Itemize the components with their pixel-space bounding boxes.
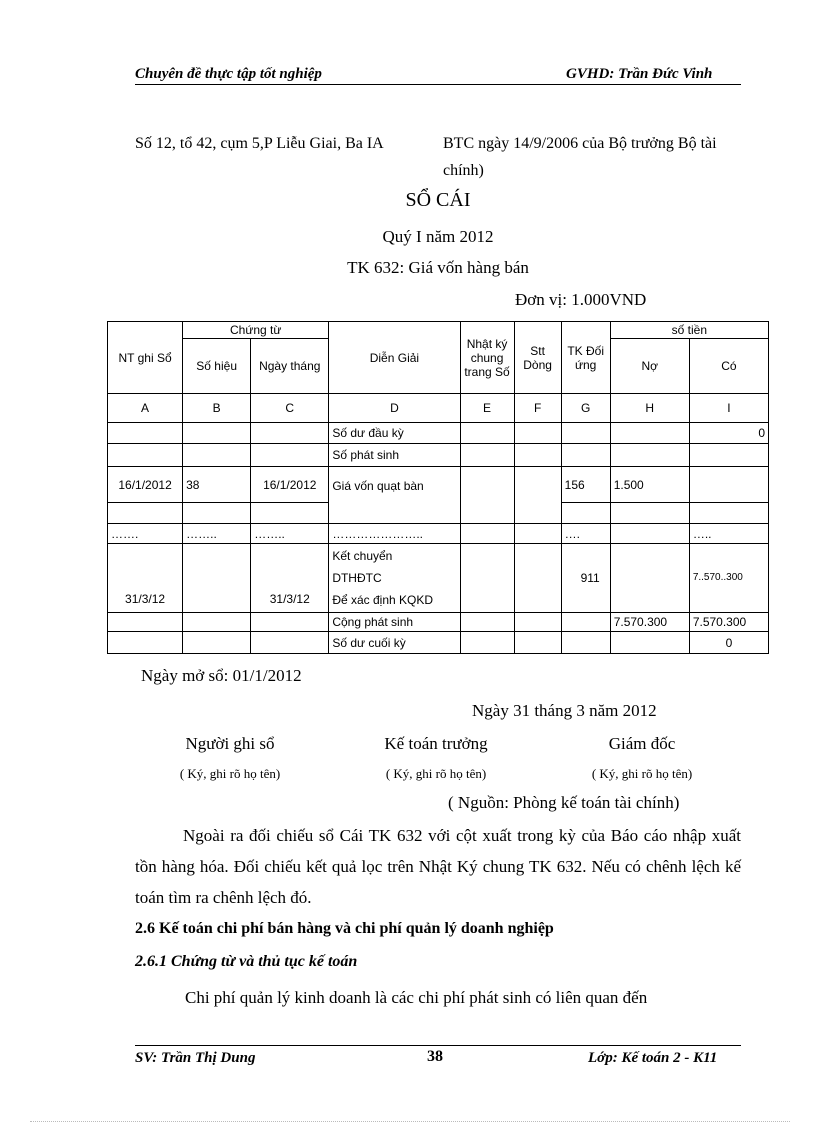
footer-left: SV: Trần Thị Dung [135,1050,256,1066]
entry2-credit: 7..570..300 [689,544,768,613]
total-debit: 7.570.300 [610,613,689,632]
letter-cell: G [561,394,610,423]
entry2-desc-line3: Để xác định KQKD [332,593,434,607]
col-tk-header: TK Đối ứng [561,322,610,394]
col-stt-header: Stt Dòng [514,322,561,394]
signer-chief-accountant-title: Kế toán trưởng [384,734,488,753]
dots-cell: ………………….. [329,524,460,544]
entry1-doc-date: 16/1/2012 [251,467,329,503]
letter-cell: I [689,394,768,423]
entry2-date: 31/3/12 [108,544,183,613]
closing-balance-credit: 0 [689,632,768,654]
footer-rule [135,1045,741,1046]
letters-row [108,394,769,423]
letter-cell: F [514,394,561,423]
col-sotien-header: số tiền [610,322,768,339]
signer-chief-accountant-note: ( Ký, ghi rõ họ tên) [385,766,487,781]
col-chungtu-header: Chứng từ [183,322,329,339]
col-nkc-header: Nhật ký chung trang Số [460,322,514,394]
dots-cell: ……. [108,524,183,544]
dots-cell: …. [561,524,610,544]
dots-cell: …….. [183,524,251,544]
entry1-debit: 1.500 [610,467,689,503]
entry2-account: 911 [561,544,610,613]
ledger-title: SỔ CÁI [405,189,471,211]
col-diengiai-header: Diễn Giải [329,322,460,394]
sign-date: Ngày 31 tháng 3 năm 2012 [472,701,657,720]
table-row [108,544,769,613]
col-no-header: Nợ [610,339,689,394]
page-number: 38 [427,1048,443,1065]
entry2-doc-date: 31/3/12 [251,544,329,613]
dots-cell: ….. [689,524,768,544]
table-row [108,613,769,632]
header-right: GVHD: Trần Đức Vinh [566,66,713,82]
letter-cell: A [108,394,183,423]
ledger-account: TK 632: Giá vốn hàng bán [347,258,529,277]
dots-cell: …….. [251,524,329,544]
signer-bookkeeper-title: Người ghi sổ [185,734,275,753]
table-row [108,423,769,444]
entry1-description: Giá vốn quạt bàn [329,467,460,524]
entry1-number: 38 [183,467,251,503]
letter-cell: H [610,394,689,423]
table-row [108,467,769,503]
currency-unit: Đơn vị: 1.000VND [515,290,647,309]
section-2-6-heading: 2.6 Kế toán chi phí bán hàng và chi phí quản lý doanh nghiệp [135,920,554,937]
source-note: ( Nguồn: Phòng kế toán tài chính) [448,793,680,812]
body-paragraph: Ngoài ra đối chiếu sổ Cái TK 632 với cột xuất trong kỳ của Báo cáo nhập xuất tồn hàng hóa. Đối chiếu kết quả lọc trên Nhật Ký chung TK 632. Nếu có chênh lệch kế toán tìm ra chênh lệch đó. [135,826,741,907]
col-nt-header: NT ghi Sổ [108,322,183,394]
entry2-desc-line1: Kết chuyển [332,549,393,563]
opening-balance-label: Số dư đầu kỳ [329,423,460,444]
section-2-6-1-heading: 2.6.1 Chứng từ và thủ tục kế toán [135,953,358,970]
signer-bookkeeper-note: ( Ký, ghi rõ họ tên) [179,766,281,781]
entry2-desc-line2: DTHĐTC [332,571,382,585]
header-rule [135,84,741,85]
entry1-date: 16/1/2012 [108,467,183,503]
letter-cell: C [251,394,329,423]
col-ngaythang-header: Ngày tháng [251,339,329,394]
body-paragraph-2: Chi phí quản lý kinh doanh là các chi phí phát sinh có liên quan đến [185,988,648,1007]
page-edge-divider [30,1121,790,1122]
letter-cell: E [460,394,514,423]
total-label: Cộng phát sinh [329,613,460,632]
ledger-period: Quý I năm 2012 [382,227,494,246]
ledger-table [107,321,769,654]
open-date: Ngày mở sổ: 01/1/2012 [141,666,302,685]
header-left: Chuyên đề thực tập tốt nghiệp [135,66,322,82]
table-row [108,524,769,544]
table-row [108,632,769,654]
col-sohieu-header: Số hiệu [183,339,251,394]
opening-balance-credit: 0 [689,423,768,444]
arising-label: Số phát sinh [329,444,460,467]
legal-ref-line1: BTC ngày 14/9/2006 của Bộ trưởng Bộ tài [443,135,717,152]
col-co-header: Có [689,339,768,394]
closing-balance-label: Số dư cuối kỳ [329,632,460,654]
total-credit: 7.570.300 [689,613,768,632]
signer-director-note: ( Ký, ghi rõ họ tên) [591,766,693,781]
table-row [108,444,769,467]
entry1-account: 156 [561,467,610,503]
letter-cell: D [329,394,460,423]
signer-director-title: Giám đốc [608,734,676,753]
company-address: Số 12, tổ 42, cụm 5,P Liễu Giai, Ba IA [135,135,384,152]
letter-cell: B [183,394,251,423]
entry2-description [329,544,460,613]
footer-right: Lớp: Kế toán 2 - K11 [588,1050,718,1066]
legal-ref-line2: chính) [443,162,484,179]
